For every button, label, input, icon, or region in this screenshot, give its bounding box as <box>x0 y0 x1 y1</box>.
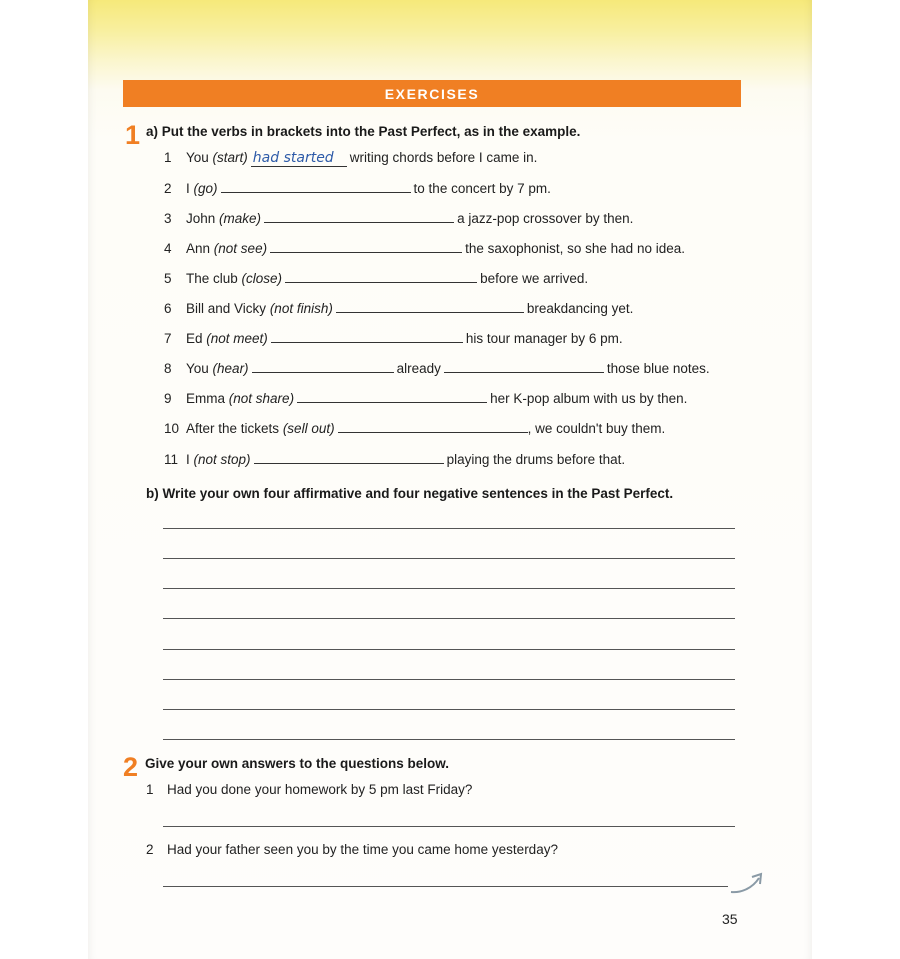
item-subject: I <box>186 181 190 196</box>
item-number: 10 <box>164 421 180 436</box>
writing-line[interactable] <box>163 588 735 589</box>
item-verb: (not finish) <box>269 301 333 316</box>
item-rest: playing the drums before that. <box>446 452 626 467</box>
item-verb: (close) <box>241 271 283 286</box>
answer-blank[interactable] <box>271 329 463 343</box>
answer-blank[interactable] <box>270 239 462 253</box>
exercise-2-number: 2 <box>123 752 139 782</box>
answer-blank[interactable] <box>221 179 411 193</box>
answer-blank[interactable] <box>285 269 477 283</box>
question-number: 2 <box>146 842 154 857</box>
writing-line[interactable] <box>163 528 735 529</box>
answer-blank[interactable] <box>297 389 487 403</box>
item-number: 6 <box>164 301 172 316</box>
item-verb: (make) <box>219 211 262 226</box>
item-number: 4 <box>164 241 172 256</box>
item-rest: before we arrived. <box>480 271 589 286</box>
exercise-item-5 <box>164 269 588 287</box>
item-subject: After the tickets <box>186 421 280 436</box>
item-rest: writing chords before I came in. <box>349 150 538 165</box>
item-number: 8 <box>164 361 172 376</box>
exercise-item-2 <box>164 179 551 197</box>
item-subject: Bill and Vicky <box>186 301 267 316</box>
item-rest: his tour manager by 6 pm. <box>465 331 623 346</box>
item-subject: Ed <box>186 331 203 346</box>
exercise-item-3 <box>164 209 633 227</box>
writing-line[interactable] <box>163 679 735 680</box>
question-text: Had you done your homework by 5 pm last Friday? <box>167 782 473 797</box>
item-rest: breakdancing yet. <box>526 301 634 316</box>
item-number: 9 <box>164 391 172 406</box>
answer-blank[interactable] <box>252 359 394 373</box>
item-subject: John <box>186 211 216 226</box>
item-number: 3 <box>164 211 172 226</box>
item-verb: (not meet) <box>206 331 268 346</box>
question-number: 1 <box>146 782 154 797</box>
question-2 <box>146 841 558 859</box>
exercises-banner <box>123 80 741 107</box>
exercise-item-9 <box>164 389 687 407</box>
example-answer: had started <box>251 150 347 167</box>
answer-line[interactable] <box>163 826 735 827</box>
exercise-1-number: 1 <box>125 120 141 150</box>
item-subject: Emma <box>186 391 226 406</box>
item-verb: (not share) <box>228 391 295 406</box>
answer-blank[interactable] <box>444 359 604 373</box>
curved-arrow-icon <box>728 868 768 898</box>
item-rest: those blue notes. <box>606 361 710 376</box>
item-rest: , we couldn't buy them. <box>527 421 666 436</box>
item-rest: the saxophonist, so she had no idea. <box>465 241 685 256</box>
exercise-item-10 <box>164 419 665 437</box>
banner-title: EXERCISES <box>384 85 480 102</box>
item-verb: (sell out) <box>282 421 335 436</box>
item-subject: I <box>186 452 190 467</box>
item-subject: Ann <box>186 241 211 256</box>
question-text: Had your father seen you by the time you came home yesterday? <box>167 842 558 857</box>
answer-blank[interactable] <box>338 419 528 433</box>
item-adverb: already <box>396 361 441 376</box>
exercise-item-1 <box>164 149 537 167</box>
item-subject: You <box>186 150 209 165</box>
item-verb: (go) <box>193 181 218 196</box>
writing-line[interactable] <box>163 709 735 710</box>
item-verb: (not see) <box>213 241 268 256</box>
item-rest: a jazz-pop crossover by then. <box>457 211 634 226</box>
item-verb: (hear) <box>212 361 249 376</box>
exercise-item-4 <box>164 239 685 257</box>
question-1 <box>146 781 472 799</box>
exercise-item-7 <box>164 329 623 347</box>
answer-blank[interactable] <box>336 299 524 313</box>
item-subject: You <box>186 361 209 376</box>
exercise-2-instruction: Give your own answers to the questions below. <box>145 756 450 771</box>
writing-line[interactable] <box>163 558 735 559</box>
exercise-item-6 <box>164 299 633 317</box>
item-rest: to the concert by 7 pm. <box>413 181 551 196</box>
exercise-1b-instruction: b) Write your own four affirmative and four negative sentences in the Past Perfect. <box>146 486 674 501</box>
workbook-page <box>88 0 812 959</box>
exercise-1a-instruction: a) Put the verbs in brackets into the Past Perfect, as in the example. <box>146 124 581 139</box>
writing-line[interactable] <box>163 739 735 740</box>
writing-line[interactable] <box>163 618 735 619</box>
exercise-item-8 <box>164 359 710 377</box>
item-number: 1 <box>164 150 172 165</box>
answer-blank[interactable] <box>264 209 454 223</box>
item-number: 5 <box>164 271 172 286</box>
answer-blank[interactable] <box>254 450 444 464</box>
item-subject: The club <box>186 271 238 286</box>
writing-line[interactable] <box>163 649 735 650</box>
item-verb: (start) <box>212 150 248 165</box>
item-number: 2 <box>164 181 172 196</box>
answer-line[interactable] <box>163 886 728 887</box>
item-rest: her K-pop album with us by then. <box>490 391 688 406</box>
exercise-item-11 <box>164 450 625 468</box>
item-number: 7 <box>164 331 172 346</box>
item-verb: (not stop) <box>193 452 251 467</box>
item-number: 11 <box>164 452 179 467</box>
page-number: 35 <box>722 911 738 927</box>
